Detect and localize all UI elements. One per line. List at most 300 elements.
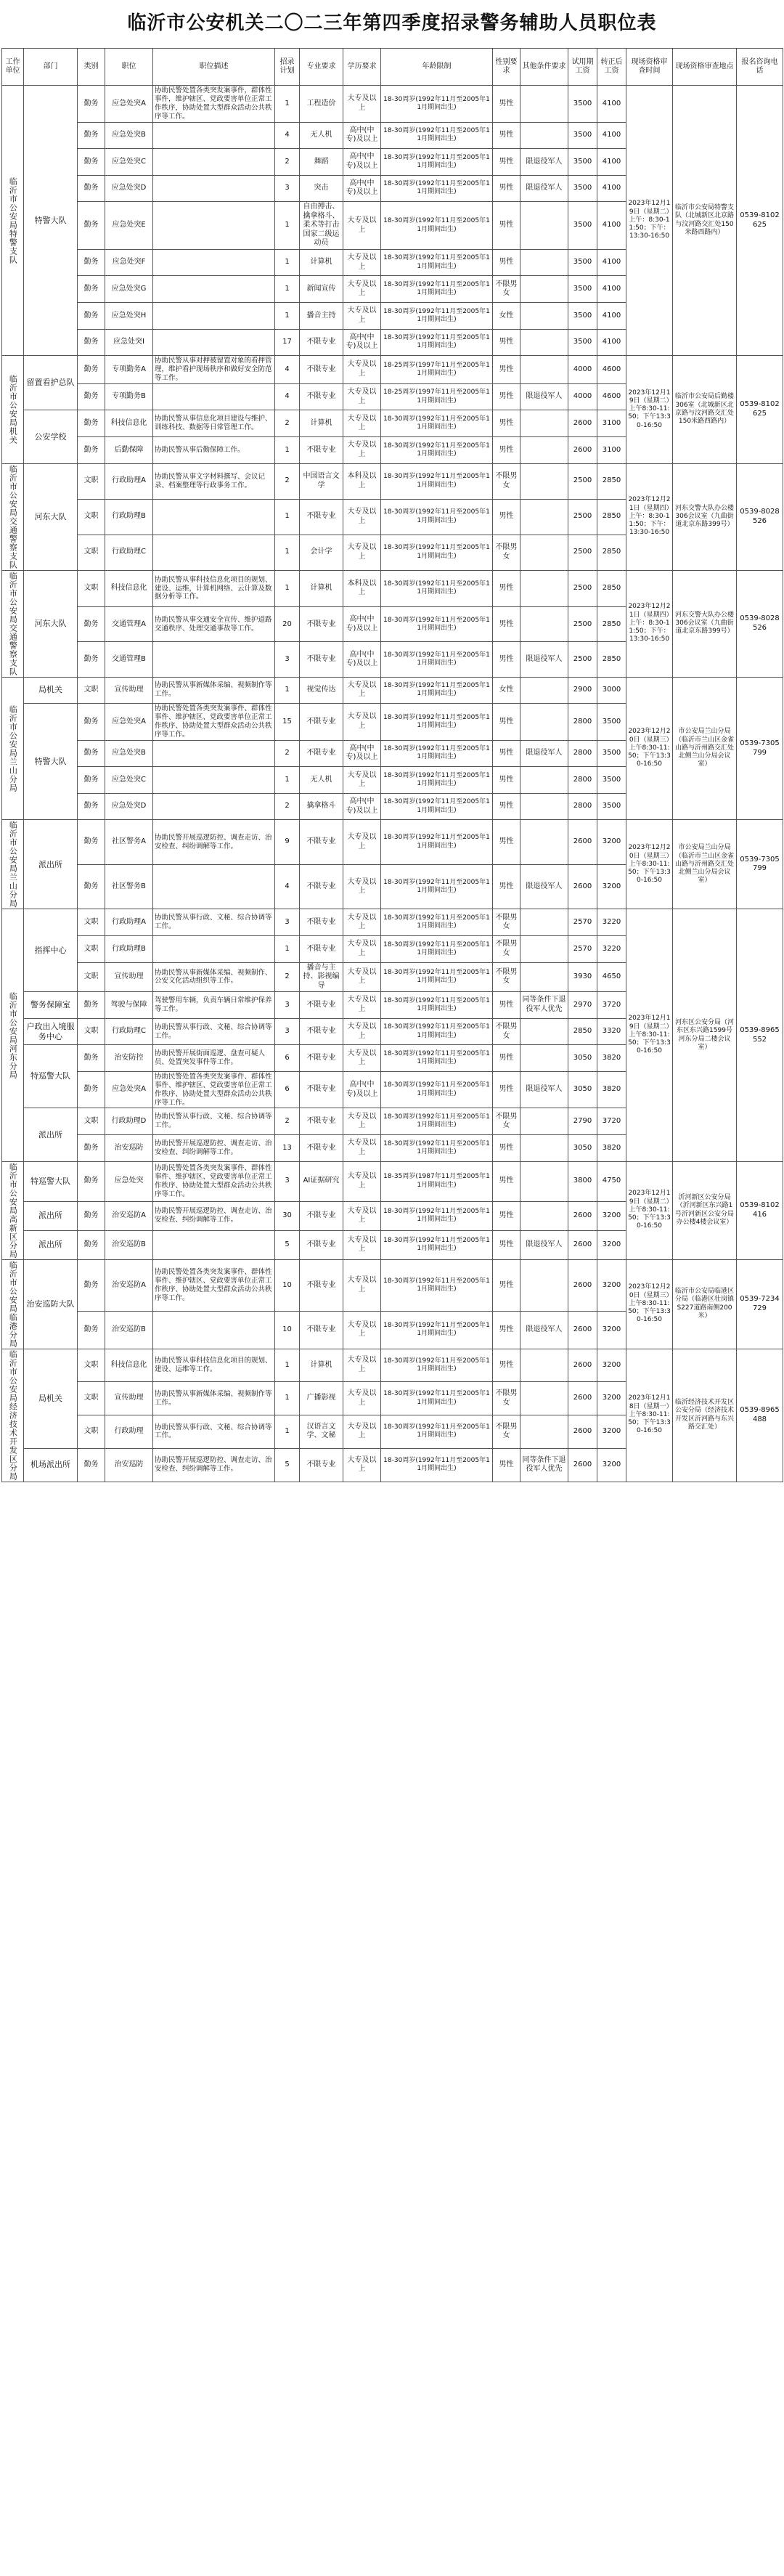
review-time-cell: 2023年12月18日（星期一）上午8:30-11:50；下午13:30-16:50: [626, 1349, 673, 1482]
regular-salary-cell: 3000: [597, 677, 626, 704]
gender-cell: 男性: [493, 1311, 520, 1349]
quota-cell: 3: [275, 992, 300, 1019]
age-cell: 18-30周岁(1992年11月至2005年11月期间出生): [381, 962, 493, 992]
department-cell: 派出所: [24, 820, 78, 909]
probation-salary-cell: 3500: [568, 302, 597, 329]
category-cell: 文职: [78, 677, 105, 704]
other-requirements-cell: [520, 436, 568, 463]
department-cell: 公安学校: [24, 410, 78, 463]
regular-salary-cell: 3200: [597, 1311, 626, 1349]
regular-salary-cell: 2850: [597, 642, 626, 677]
description-cell: [153, 329, 275, 356]
position-cell: 应急处突A: [105, 86, 153, 123]
probation-salary-cell: 2600: [568, 1311, 597, 1349]
category-cell: 勤务: [78, 202, 105, 250]
education-cell: 大专及以上: [343, 1135, 381, 1162]
age-cell: 18-30周岁(1992年11月至2005年11月期间出生): [381, 992, 493, 1019]
position-cell: 应急处突E: [105, 202, 153, 250]
major-cell: 计算机: [300, 410, 343, 437]
column-header: 转正后工资: [597, 49, 626, 86]
review-time-cell: 2023年12月20日（星期三）上午8:30-11:50；下午13:30-16:50: [626, 677, 673, 820]
department-cell: 留置看护总队: [24, 356, 78, 410]
work-unit-label: 临沂市公安局交通警察支队: [8, 464, 18, 569]
regular-salary-cell: 2850: [597, 570, 626, 607]
description-cell: [153, 767, 275, 794]
position-cell: 行政助理A: [105, 463, 153, 499]
category-cell: 勤务: [78, 149, 105, 176]
gender-cell: 男性: [493, 1259, 520, 1311]
position-cell: 后勤保障: [105, 436, 153, 463]
description-cell: 协助民警从事信息化项目建设与维护、训练科技、数据等日常管理工作。: [153, 410, 275, 437]
age-cell: 18-35周岁(1987年11月至2005年11月期间出生): [381, 1161, 493, 1201]
page-title: 临沂市公安机关二〇二三年第四季度招录警务辅助人员职位表: [127, 12, 657, 34]
age-cell: 18-30周岁(1992年11月至2005年11月期间出生): [381, 175, 493, 202]
age-cell: 18-30周岁(1992年11月至2005年11月期间出生): [381, 570, 493, 607]
quota-cell: 1: [275, 202, 300, 250]
category-cell: 文职: [78, 909, 105, 936]
gender-cell: 不限男女: [493, 936, 520, 963]
age-cell: 18-30周岁(1992年11月至2005年11月期间出生): [381, 909, 493, 936]
quota-cell: 4: [275, 383, 300, 410]
gender-cell: 男性: [493, 86, 520, 123]
age-cell: 18-30周岁(1992年11月至2005年11月期间出生): [381, 202, 493, 250]
regular-salary-cell: 3200: [597, 1201, 626, 1230]
age-cell: 18-30周岁(1992年11月至2005年11月期间出生): [381, 249, 493, 276]
column-header: 部门: [24, 49, 78, 86]
education-cell: 大专及以上: [343, 1382, 381, 1415]
department-cell: 河东大队: [24, 463, 78, 570]
regular-salary-cell: 3320: [597, 1018, 626, 1045]
position-cell: 行政助理B: [105, 499, 153, 535]
gender-cell: 男性: [493, 499, 520, 535]
work-unit-cell: [2, 356, 24, 463]
department-cell: 户政出入境服务中心: [24, 1018, 78, 1045]
position-cell: 治安防控: [105, 1045, 153, 1072]
gender-cell: 男性: [493, 1161, 520, 1201]
major-cell: 无人机: [300, 767, 343, 794]
probation-salary-cell: 2800: [568, 704, 597, 741]
description-cell: [153, 249, 275, 276]
review-place-cell: 临沂市公安局特警支队（北城新区北京路与汶河路交汇处150米路西路内）: [673, 86, 737, 356]
position-cell: 治安巡防B: [105, 1230, 153, 1259]
gender-cell: 男性: [493, 356, 520, 384]
other-requirements-cell: [520, 767, 568, 794]
major-cell: 不限专业: [300, 1018, 343, 1045]
quota-cell: 6: [275, 1045, 300, 1072]
education-cell: 大专及以上: [343, 909, 381, 936]
quota-cell: 2: [275, 463, 300, 499]
other-requirements-cell: [520, 302, 568, 329]
age-cell: 18-30周岁(1992年11月至2005年11月期间出生): [381, 1230, 493, 1259]
regular-salary-cell: 4100: [597, 149, 626, 176]
major-cell: 不限专业: [300, 704, 343, 741]
work-unit-cell: [2, 677, 24, 820]
probation-salary-cell: 2600: [568, 1382, 597, 1415]
department-cell: 河东大队: [24, 570, 78, 677]
other-requirements-cell: 限退役军人: [520, 383, 568, 410]
probation-salary-cell: 2600: [568, 864, 597, 909]
probation-salary-cell: 2570: [568, 909, 597, 936]
education-cell: 大专及以上: [343, 1018, 381, 1045]
description-cell: 协助民警从事行政、文秘、综合协调等工作。: [153, 909, 275, 936]
major-cell: 不限专业: [300, 383, 343, 410]
position-cell: 应急处突: [105, 1161, 153, 1201]
major-cell: 计算机: [300, 249, 343, 276]
category-cell: 勤务: [78, 249, 105, 276]
department-cell: 派出所: [24, 1108, 78, 1161]
probation-salary-cell: 2600: [568, 410, 597, 437]
quota-cell: 3: [275, 909, 300, 936]
position-cell: 宣传助理: [105, 1382, 153, 1415]
probation-salary-cell: 2600: [568, 1349, 597, 1382]
other-requirements-cell: [520, 1349, 568, 1382]
major-cell: 广播影视: [300, 1382, 343, 1415]
other-requirements-cell: 同等条件下退役军人优先: [520, 1448, 568, 1482]
description-cell: [153, 122, 275, 149]
major-cell: 突击: [300, 175, 343, 202]
work-unit-cell: [2, 463, 24, 570]
education-cell: 大专及以上: [343, 767, 381, 794]
description-cell: [153, 302, 275, 329]
review-place-cell: 河东交警大队办公楼306会议室（九曲街道北京东路399号）: [673, 570, 737, 677]
regular-salary-cell: 4100: [597, 276, 626, 303]
regular-salary-cell: 3100: [597, 410, 626, 437]
position-cell: 社区警务A: [105, 820, 153, 865]
regular-salary-cell: 3200: [597, 864, 626, 909]
major-cell: 不限专业: [300, 607, 343, 642]
probation-salary-cell: 3500: [568, 175, 597, 202]
review-time-cell: 2023年12月19日（星期二）上午：8:30-11:50；下午：13:30-16:50: [626, 86, 673, 356]
position-cell: 科技信息化: [105, 1349, 153, 1382]
gender-cell: 男性: [493, 767, 520, 794]
education-cell: 高中(中专)及以上: [343, 642, 381, 677]
education-cell: 大专及以上: [343, 436, 381, 463]
phone-cell: 0539-7305799: [737, 820, 783, 909]
age-cell: 18-30周岁(1992年11月至2005年11月期间出生): [381, 677, 493, 704]
education-cell: 大专及以上: [343, 202, 381, 250]
probation-salary-cell: 3500: [568, 249, 597, 276]
age-cell: 18-30周岁(1992年11月至2005年11月期间出生): [381, 1448, 493, 1482]
major-cell: 播音与主持、影视编导: [300, 962, 343, 992]
description-cell: 协助民警从事行政、文秘、综合协调等工作。: [153, 1415, 275, 1449]
gender-cell: 男性: [493, 249, 520, 276]
position-cell: 应急处突G: [105, 276, 153, 303]
review-time-cell: 2023年12月20日（星期三）上午8:30-11:50；下午13:30-16:50: [626, 820, 673, 909]
work-unit-label: 临沂市公安局交通警察支队: [8, 571, 18, 676]
other-requirements-cell: 限退役军人: [520, 175, 568, 202]
description-cell: 协助民警开展巡逻防控、调查走访、治安检查、纠纷调解等工作。: [153, 1135, 275, 1162]
major-cell: 舞蹈: [300, 149, 343, 176]
description-cell: 协助民警从事行政、文秘、综合协调等工作。: [153, 1018, 275, 1045]
position-cell: 交通管理A: [105, 607, 153, 642]
category-cell: 文职: [78, 463, 105, 499]
regular-salary-cell: 4100: [597, 302, 626, 329]
table-row: [2, 1161, 783, 1201]
department-cell: 特巡警大队: [24, 1161, 78, 1201]
description-cell: 协助民警从事科技信息化项目的规划、建设、运维，计算机网络、云计算及数据分析等工作。: [153, 570, 275, 607]
probation-salary-cell: 2500: [568, 535, 597, 570]
regular-salary-cell: 3200: [597, 820, 626, 865]
gender-cell: 男性: [493, 122, 520, 149]
other-requirements-cell: [520, 677, 568, 704]
education-cell: 大专及以上: [343, 1161, 381, 1201]
position-cell: 应急处突B: [105, 740, 153, 767]
phone-cell: 0539-8102625: [737, 356, 783, 463]
regular-salary-cell: 3820: [597, 1071, 626, 1108]
age-cell: 18-30周岁(1992年11月至2005年11月期间出生): [381, 302, 493, 329]
regular-salary-cell: 3500: [597, 740, 626, 767]
column-header: 年龄限制: [381, 49, 493, 86]
probation-salary-cell: 2500: [568, 463, 597, 499]
phone-cell: 0539-8102625: [737, 86, 783, 356]
department-cell: 治安巡防大队: [24, 1259, 78, 1349]
review-time-cell: 2023年12月20日（星期三）上午8:30-11:50；下午13:30-16:50: [626, 1259, 673, 1349]
quota-cell: 5: [275, 1230, 300, 1259]
probation-salary-cell: 2800: [568, 793, 597, 820]
column-header: 性别要求: [493, 49, 520, 86]
quota-cell: 6: [275, 1071, 300, 1108]
age-cell: 18-30周岁(1992年11月至2005年11月期间出生): [381, 820, 493, 865]
quota-cell: 17: [275, 329, 300, 356]
education-cell: 大专及以上: [343, 962, 381, 992]
gender-cell: 男性: [493, 329, 520, 356]
other-requirements-cell: [520, 499, 568, 535]
other-requirements-cell: [520, 909, 568, 936]
position-cell: 治安巡防B: [105, 1311, 153, 1349]
position-cell: 治安巡防: [105, 1135, 153, 1162]
category-cell: 勤务: [78, 1161, 105, 1201]
other-requirements-cell: [520, 1415, 568, 1449]
table-row: [2, 909, 783, 936]
age-cell: 18-30周岁(1992年11月至2005年11月期间出生): [381, 607, 493, 642]
review-time-cell: 2023年12月21日（星期四）上午：8:30-11:50；下午：13:30-16:50: [626, 463, 673, 570]
department-cell: 指挥中心: [24, 909, 78, 992]
description-cell: [153, 149, 275, 176]
major-cell: 不限专业: [300, 499, 343, 535]
major-cell: 不限专业: [300, 864, 343, 909]
age-cell: 18-30周岁(1992年11月至2005年11月期间出生): [381, 1201, 493, 1230]
age-cell: 18-30周岁(1992年11月至2005年11月期间出生): [381, 276, 493, 303]
category-cell: 文职: [78, 1415, 105, 1449]
probation-salary-cell: 2600: [568, 1448, 597, 1482]
regular-salary-cell: 3220: [597, 936, 626, 963]
quota-cell: 3: [275, 1018, 300, 1045]
description-cell: [153, 535, 275, 570]
description-cell: 协助民警从事行政、文秘、综合协调等工作。: [153, 1108, 275, 1135]
gender-cell: 男性: [493, 436, 520, 463]
gender-cell: 不限男女: [493, 962, 520, 992]
education-cell: 大专及以上: [343, 535, 381, 570]
phone-cell: 0539-8965488: [737, 1349, 783, 1482]
education-cell: 大专及以上: [343, 1311, 381, 1349]
department-cell: 特巡警大队: [24, 1045, 78, 1108]
position-cell: 应急处突D: [105, 793, 153, 820]
quota-cell: 3: [275, 1161, 300, 1201]
probation-salary-cell: 4000: [568, 383, 597, 410]
regular-salary-cell: 2850: [597, 607, 626, 642]
gender-cell: 男性: [493, 1448, 520, 1482]
major-cell: 擒拿格斗: [300, 793, 343, 820]
position-cell: 交通管理B: [105, 642, 153, 677]
other-requirements-cell: 限退役军人: [520, 1311, 568, 1349]
gender-cell: 男性: [493, 383, 520, 410]
probation-salary-cell: 2600: [568, 820, 597, 865]
probation-salary-cell: 2600: [568, 1201, 597, 1230]
education-cell: 本科及以上: [343, 570, 381, 607]
description-cell: [153, 864, 275, 909]
table-row: [2, 1259, 783, 1311]
major-cell: 不限专业: [300, 1045, 343, 1072]
probation-salary-cell: 3050: [568, 1135, 597, 1162]
regular-salary-cell: 3200: [597, 1448, 626, 1482]
position-cell: 科技信息化: [105, 570, 153, 607]
regular-salary-cell: 4100: [597, 122, 626, 149]
age-cell: 18-25周岁(1997年11月至2005年11月期间出生): [381, 356, 493, 384]
category-cell: 勤务: [78, 1045, 105, 1072]
gender-cell: 不限男女: [493, 276, 520, 303]
education-cell: 本科及以上: [343, 463, 381, 499]
other-requirements-cell: [520, 570, 568, 607]
age-cell: 18-30周岁(1992年11月至2005年11月期间出生): [381, 1018, 493, 1045]
regular-salary-cell: 4650: [597, 962, 626, 992]
other-requirements-cell: 同等条件下退役军人优先: [520, 992, 568, 1019]
description-cell: 协助民警开展巡逻防控、调查走访、治安检查、纠纷调解等工作。: [153, 1448, 275, 1482]
probation-salary-cell: 3500: [568, 122, 597, 149]
probation-salary-cell: 2800: [568, 767, 597, 794]
category-cell: 勤务: [78, 436, 105, 463]
description-cell: 协助民警从事新媒体采编、视频制作等工作。: [153, 677, 275, 704]
category-cell: 勤务: [78, 864, 105, 909]
table-row: [2, 820, 783, 865]
category-cell: 文职: [78, 570, 105, 607]
major-cell: 工程造价: [300, 86, 343, 123]
work-unit-cell: [2, 86, 24, 356]
column-header: 报名咨询电话: [737, 49, 783, 86]
position-cell: 专项勤务A: [105, 356, 153, 384]
description-cell: 协助民警处置各类突发案事件，群体性事件，维护辖区、党政要害单位正常工作秩序，协助处置大型群众活动公共秩序等工作。: [153, 86, 275, 123]
education-cell: 高中(中专)及以上: [343, 607, 381, 642]
education-cell: 大专及以上: [343, 1259, 381, 1311]
category-cell: 勤务: [78, 642, 105, 677]
probation-salary-cell: 2500: [568, 607, 597, 642]
probation-salary-cell: 3500: [568, 202, 597, 250]
position-cell: 行政助理B: [105, 936, 153, 963]
regular-salary-cell: 3200: [597, 1230, 626, 1259]
regular-salary-cell: 3720: [597, 992, 626, 1019]
position-cell: 应急处突C: [105, 767, 153, 794]
review-place-cell: 河东区公安分局（河东区东兴路1599号河东分局二楼会议室）: [673, 909, 737, 1161]
gender-cell: 男性: [493, 410, 520, 437]
major-cell: 不限专业: [300, 642, 343, 677]
other-requirements-cell: [520, 704, 568, 741]
age-cell: 18-30周岁(1992年11月至2005年11月期间出生): [381, 499, 493, 535]
description-cell: [153, 499, 275, 535]
quota-cell: 2: [275, 410, 300, 437]
table-row: [2, 86, 783, 123]
age-cell: 18-30周岁(1992年11月至2005年11月期间出生): [381, 535, 493, 570]
regular-salary-cell: 3200: [597, 1415, 626, 1449]
category-cell: 勤务: [78, 302, 105, 329]
age-cell: 18-30周岁(1992年11月至2005年11月期间出生): [381, 1311, 493, 1349]
work-unit-cell: [2, 1349, 24, 1482]
probation-salary-cell: 3500: [568, 329, 597, 356]
education-cell: 大专及以上: [343, 356, 381, 384]
table-row: [2, 1349, 783, 1382]
other-requirements-cell: 限退役军人: [520, 864, 568, 909]
category-cell: 勤务: [78, 607, 105, 642]
review-place-cell: 临沂市公安局后勤楼306室（北城新区北京路与汶河路交汇处150米路西路内）: [673, 356, 737, 463]
quota-cell: 20: [275, 607, 300, 642]
education-cell: 大专及以上: [343, 499, 381, 535]
major-cell: 不限专业: [300, 1230, 343, 1259]
description-cell: [153, 383, 275, 410]
age-cell: 18-30周岁(1992年11月至2005年11月期间出生): [381, 463, 493, 499]
table-header-row: [2, 49, 783, 86]
phone-cell: 0539-8028526: [737, 463, 783, 570]
education-cell: 高中(中专)及以上: [343, 793, 381, 820]
probation-salary-cell: 3500: [568, 149, 597, 176]
regular-salary-cell: 3500: [597, 767, 626, 794]
gender-cell: 男性: [493, 820, 520, 865]
column-header: 其他条件要求: [520, 49, 568, 86]
other-requirements-cell: [520, 607, 568, 642]
other-requirements-cell: [520, 410, 568, 437]
education-cell: 大专及以上: [343, 383, 381, 410]
quota-cell: 1: [275, 499, 300, 535]
education-cell: 大专及以上: [343, 677, 381, 704]
work-unit-label: 临沂市公安局兰山分局: [8, 704, 18, 792]
quota-cell: 1: [275, 86, 300, 123]
major-cell: 会计学: [300, 535, 343, 570]
major-cell: 计算机: [300, 1349, 343, 1382]
phone-cell: 0539-8102416: [737, 1161, 783, 1259]
other-requirements-cell: 限退役军人: [520, 642, 568, 677]
gender-cell: 男性: [493, 642, 520, 677]
category-cell: 勤务: [78, 704, 105, 741]
gender-cell: 不限男女: [493, 1415, 520, 1449]
other-requirements-cell: [520, 276, 568, 303]
regular-salary-cell: 3720: [597, 1108, 626, 1135]
table-row: [2, 677, 783, 704]
other-requirements-cell: [520, 793, 568, 820]
other-requirements-cell: 限退役军人: [520, 1071, 568, 1108]
regular-salary-cell: 3820: [597, 1135, 626, 1162]
age-cell: 18-30周岁(1992年11月至2005年11月期间出生): [381, 864, 493, 909]
quota-cell: 2: [275, 149, 300, 176]
work-unit-label: 临沂市公安局机关: [8, 374, 18, 444]
department-cell: 机场派出所: [24, 1448, 78, 1482]
gender-cell: 不限男女: [493, 1018, 520, 1045]
category-cell: 勤务: [78, 793, 105, 820]
work-unit-cell: [2, 1161, 24, 1259]
gender-cell: 男性: [493, 992, 520, 1019]
description-cell: 协助民警从事科技信息化项目的规划、建设、运维等工作。: [153, 1349, 275, 1382]
column-header: 现场资格审查时间: [626, 49, 673, 86]
major-cell: 不限专业: [300, 936, 343, 963]
position-cell: 行政助理: [105, 1415, 153, 1449]
review-place-cell: 临沂经济技术开发区公安分局（经济技术开发区沂河路与东兴路交汇处）: [673, 1349, 737, 1482]
column-header: 类别: [78, 49, 105, 86]
education-cell: 高中(中专)及以上: [343, 175, 381, 202]
age-cell: 18-30周岁(1992年11月至2005年11月期间出生): [381, 642, 493, 677]
column-header: 招录计划: [275, 49, 300, 86]
category-cell: 文职: [78, 535, 105, 570]
other-requirements-cell: [520, 1259, 568, 1311]
major-cell: 播音主持: [300, 302, 343, 329]
work-unit-cell: [2, 909, 24, 1161]
quota-cell: 3: [275, 642, 300, 677]
department-cell: 特警大队: [24, 86, 78, 356]
